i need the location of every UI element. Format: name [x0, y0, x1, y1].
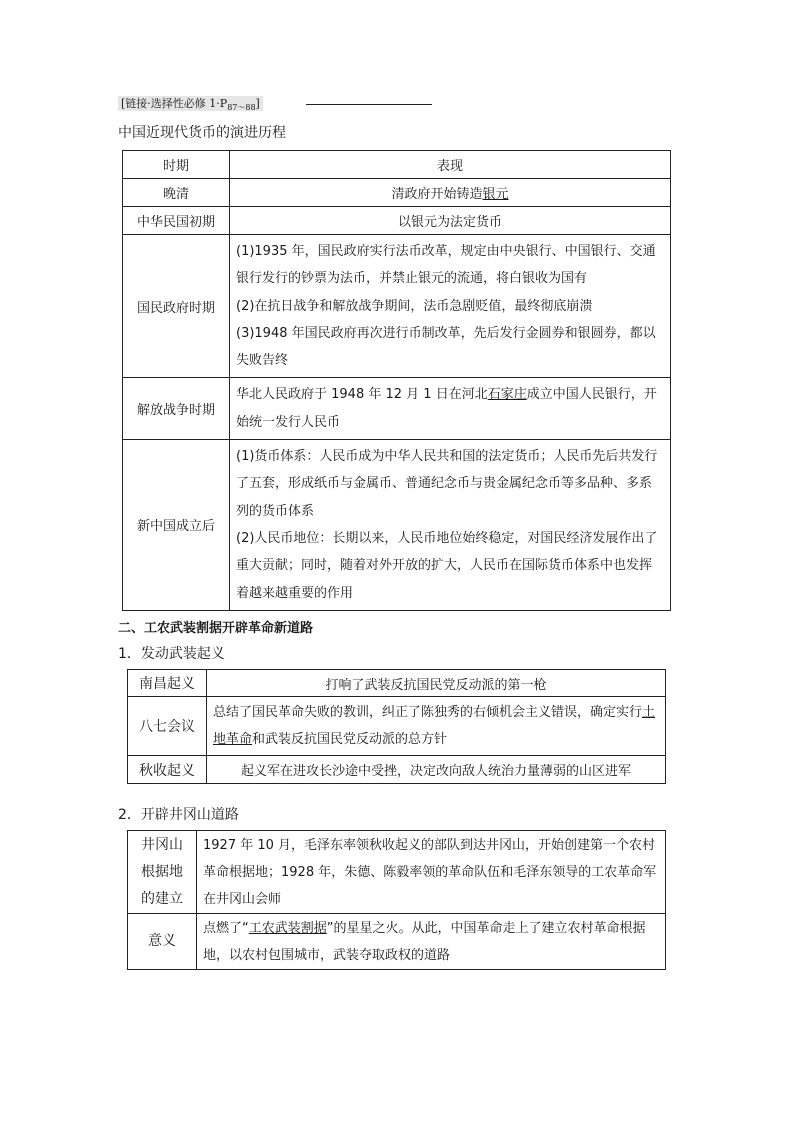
new-china-item-2: (2)人民币地位：长期以来，人民币地位始终稳定，对国民经济发展作出了重大贡献；同时，随着对外开放的扩大，人民币在国际货币体系中也发挥着越来越重要的作用	[236, 530, 658, 601]
jinggang-founding-text: 1927 年 10 月，毛泽东率领秋收起义的部队到达井冈山，开始创建第一个农村革命根据地；1928 年，朱德、陈毅率领的革命队伍和毛泽东领导的工农革命军在井冈山会师	[197, 831, 666, 914]
uprising-text-autumn: 起义军在进攻长沙途中受挫，决定改向敌人统治力量薄弱的山区进军	[207, 756, 666, 784]
money-section-title: 中国近现代货币的演进历程	[118, 125, 286, 141]
late-qing-text-b: 银元	[482, 187, 509, 202]
jinggang-name-line-1: 井冈山	[141, 836, 183, 853]
significance-text-a: 点燃了“	[203, 920, 249, 936]
table-row	[123, 440, 671, 611]
new-china-text	[230, 440, 671, 611]
late-qing-text-a: 清政府开始铸造	[391, 187, 483, 202]
nationalist-item-3: (3)1948 年国民政府再次进行币制改革，先后发行金圆券和银圆券，都以失败告终	[236, 325, 656, 369]
table-row	[123, 179, 671, 207]
uprising-table	[127, 669, 666, 784]
link-tag-suffix: ]	[255, 97, 260, 110]
uprising-name-autumn: 秋收起义	[128, 756, 207, 784]
table-row	[123, 207, 671, 235]
table-row	[128, 670, 666, 697]
jinggangshan-table	[127, 830, 666, 970]
uprising-text-nanchang: 打响了武装反抗国民党反动派的第一枪	[207, 670, 666, 697]
subsection-2-title: 2．开辟井冈山道路	[118, 807, 239, 823]
nationalist-text	[230, 235, 671, 378]
significance-text-b: 工农武装割据	[248, 920, 327, 936]
table-row	[128, 914, 666, 970]
august7-text-c: 和武装反抗国民党反动派的总方针	[252, 732, 448, 747]
money-history-table	[122, 150, 671, 611]
period-late-qing: 晚清	[123, 179, 230, 207]
header-performance: 表现	[230, 151, 671, 179]
significance-text	[197, 914, 666, 970]
uprising-name-nanchang: 南昌起义	[128, 670, 207, 697]
textbook-link-tag	[118, 95, 263, 113]
uprising-name-august7: 八七会议	[128, 697, 207, 756]
early-roc-text: 以银元为法定货币	[230, 207, 671, 235]
late-qing-text	[230, 179, 671, 207]
jinggang-founding-name	[128, 831, 197, 914]
table-row	[123, 235, 671, 378]
new-china-item-1: (1)货币体系：人民币成为中华人民共和国的法定货币；人民币先后共发行了五套，形成纸币与金属币、普通纪念币与贵金属纪念币等多品种、多系列的货币体系	[236, 449, 658, 519]
nationalist-item-1: (1)1935 年，国民政府实行法币改革，规定由中央银行、中国银行、交通银行发行的钞票为法币，并禁止银元的流通，将白银收为国有	[236, 244, 656, 287]
table-row	[128, 831, 666, 914]
period-early-roc: 中华民国初期	[123, 207, 230, 235]
link-tag-prefix: [链接·选择性必修 1·P	[121, 97, 228, 110]
link-tag-pages: 87～88	[227, 103, 256, 113]
jinggang-name-line-2: 根据地	[141, 863, 183, 880]
uprising-text-august7	[207, 697, 666, 756]
link-tag-rule	[306, 104, 432, 105]
subsection-1-title: 1．发动武装起义	[118, 646, 225, 662]
period-new-china: 新中国成立后	[123, 440, 230, 611]
liberation-text-a: 华北人民政府于 1948 年 12 月 1 日在河北	[236, 387, 488, 403]
table-row	[128, 697, 666, 756]
liberation-text-c: 成立中国人民银行，开始统一发行人民币	[236, 387, 657, 430]
august7-text-b: 土地革命	[213, 705, 656, 747]
table-header-row	[123, 151, 671, 179]
liberation-text	[230, 378, 671, 440]
nationalist-item-2: (2)在抗日战争和解放战争期间，法币急剧贬值，最终彻底崩溃	[236, 298, 593, 314]
period-liberation: 解放战争时期	[123, 378, 230, 440]
jinggang-name-line-3: 的建立	[141, 890, 183, 907]
header-period: 时期	[123, 151, 230, 179]
significance-name: 意义	[128, 914, 197, 970]
significance-text-c: ”的星星之火。从此，中国革命走上了建立农村革命根据地，以农村包围城市，武装夺取政权的道路	[203, 920, 646, 963]
august7-text-a: 总结了国民革命失败的教训，纠正了陈独秀的右倾机会主义错误，确定实行	[213, 705, 643, 720]
table-row	[123, 378, 671, 440]
section-2-title: 二、工农武装割据开辟革命新道路	[118, 621, 314, 636]
table-row	[128, 756, 666, 784]
period-nationalist: 国民政府时期	[123, 235, 230, 378]
liberation-text-b: 石家庄	[487, 387, 527, 403]
